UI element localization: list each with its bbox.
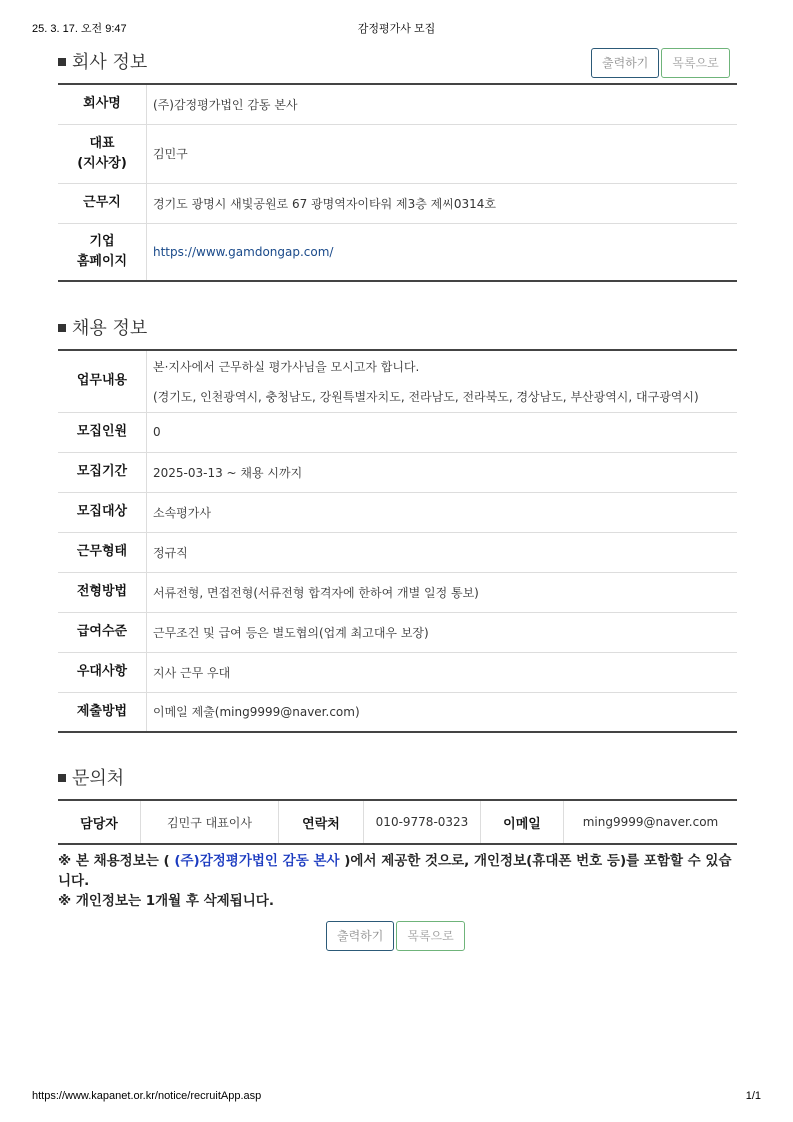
period-label: 모집기간 xyxy=(58,452,147,492)
duty-label: 업무내용 xyxy=(58,350,147,412)
headcount-label: 모집인원 xyxy=(58,412,147,452)
company-name-value: (주)감정평가법인 감동 본사 xyxy=(147,84,738,124)
table-row xyxy=(58,572,737,612)
list-button[interactable]: 목록으로 xyxy=(396,921,464,951)
top-button-group xyxy=(591,48,732,78)
table-row xyxy=(58,692,737,732)
notice-company: (주)감정평가법인 감동 본사 xyxy=(174,853,340,869)
company-info-table xyxy=(58,83,737,282)
print-footer xyxy=(32,1090,761,1106)
period-value: 2025-03-13 ~ 채용 시까지 xyxy=(147,452,738,492)
preference-label: 우대사항 xyxy=(58,652,147,692)
email-label: 이메일 xyxy=(481,800,564,844)
square-bullet-icon xyxy=(58,324,66,332)
representative-value: 김민구 xyxy=(147,124,738,183)
salary-value: 근무조건 및 급여 등은 별도협의(업계 최고대우 보장) xyxy=(147,612,738,652)
notice-line-1 xyxy=(58,851,738,891)
table-row xyxy=(58,652,737,692)
notice-suffix: )에서 제공한 것으로, 개인정보(휴대폰 번호 등)를 포함할 수 있습니다. xyxy=(58,853,732,889)
workplace-value: 경기도 광명시 새빛공원로 67 광명역자이타워 제3층 제씨0314호 xyxy=(147,183,738,223)
duty-value xyxy=(147,350,738,412)
company-section-title xyxy=(58,48,147,74)
table-row xyxy=(58,492,737,532)
square-bullet-icon xyxy=(58,58,66,66)
table-row xyxy=(58,124,737,183)
phone-label: 연락처 xyxy=(279,800,364,844)
print-button[interactable]: 출력하기 xyxy=(326,921,394,951)
privacy-notice xyxy=(58,851,738,911)
person-value: 김민구 대표이사 xyxy=(141,800,279,844)
target-label: 모집대상 xyxy=(58,492,147,532)
selection-value: 서류전형, 면접전형(서류전형 합격자에 한하여 개별 일정 통보) xyxy=(147,572,738,612)
person-label: 담당자 xyxy=(58,800,141,844)
table-row xyxy=(58,800,737,844)
print-url: https://www.kapanet.or.kr/notice/recruitApp.asp xyxy=(32,1090,262,1102)
email-value: ming9999@naver.com xyxy=(582,815,719,829)
homepage-label: 기업 홈페이지 xyxy=(58,223,147,281)
recruit-section-label: 채용 정보 xyxy=(72,318,148,339)
table-row xyxy=(58,452,737,492)
employment-type-value: 정규직 xyxy=(147,532,738,572)
bottom-button-group xyxy=(326,921,467,951)
submission-value: 이메일 제출(ming9999@naver.com) xyxy=(153,705,360,720)
print-page-title: 감정평가사 모집 xyxy=(357,23,436,35)
table-row xyxy=(58,612,737,652)
homepage-cell xyxy=(147,223,738,281)
table-row xyxy=(58,183,737,223)
duty-line-1: 본·지사에서 근무하실 평가사님을 모시고자 합니다. xyxy=(153,359,420,374)
company-name-label: 회사명 xyxy=(58,84,147,124)
print-header xyxy=(32,20,761,36)
contact-section-label: 문의처 xyxy=(72,768,125,789)
preference-value: 지사 근무 우대 xyxy=(147,652,738,692)
square-bullet-icon xyxy=(58,774,66,782)
print-page-number: 1/1 xyxy=(745,1090,761,1102)
contact-section-title xyxy=(58,764,124,790)
selection-label: 전형방법 xyxy=(58,572,147,612)
recruit-info-table xyxy=(58,349,737,733)
workplace-label: 근무지 xyxy=(58,183,147,223)
notice-prefix: ※ 본 채용정보는 ( xyxy=(58,853,175,869)
notice-line-2: ※ 개인정보는 1개월 후 삭제됩니다. xyxy=(58,893,274,909)
print-datetime: 25. 3. 17. 오전 9:47 xyxy=(32,23,127,35)
submission-label: 제출방법 xyxy=(58,692,147,732)
list-button[interactable]: 목록으로 xyxy=(661,48,729,78)
duty-line-2: (경기도, 인천광역시, 충청남도, 강원특별자치도, 전라남도, 전라북도, 경상남도, 부산광역시, 대구광역시) xyxy=(153,389,699,404)
table-row xyxy=(58,84,737,124)
company-section-label: 회사 정보 xyxy=(72,52,148,73)
table-row xyxy=(58,350,737,412)
table-row xyxy=(58,223,737,281)
target-value: 소속평가사 xyxy=(147,492,738,532)
homepage-link[interactable]: https://www.gamdongap.com/ xyxy=(153,244,334,259)
recruit-section-title xyxy=(58,314,147,340)
table-row xyxy=(58,532,737,572)
contact-table xyxy=(58,799,737,845)
print-button[interactable]: 출력하기 xyxy=(591,48,659,78)
employment-type-label: 근무형태 xyxy=(58,532,147,572)
representative-label: 대표 (지사장) xyxy=(58,124,147,183)
table-row xyxy=(58,412,737,452)
salary-label: 급여수준 xyxy=(58,612,147,652)
phone-value: 010-9778-0323 xyxy=(364,800,481,844)
headcount-value: 0 xyxy=(147,412,738,452)
